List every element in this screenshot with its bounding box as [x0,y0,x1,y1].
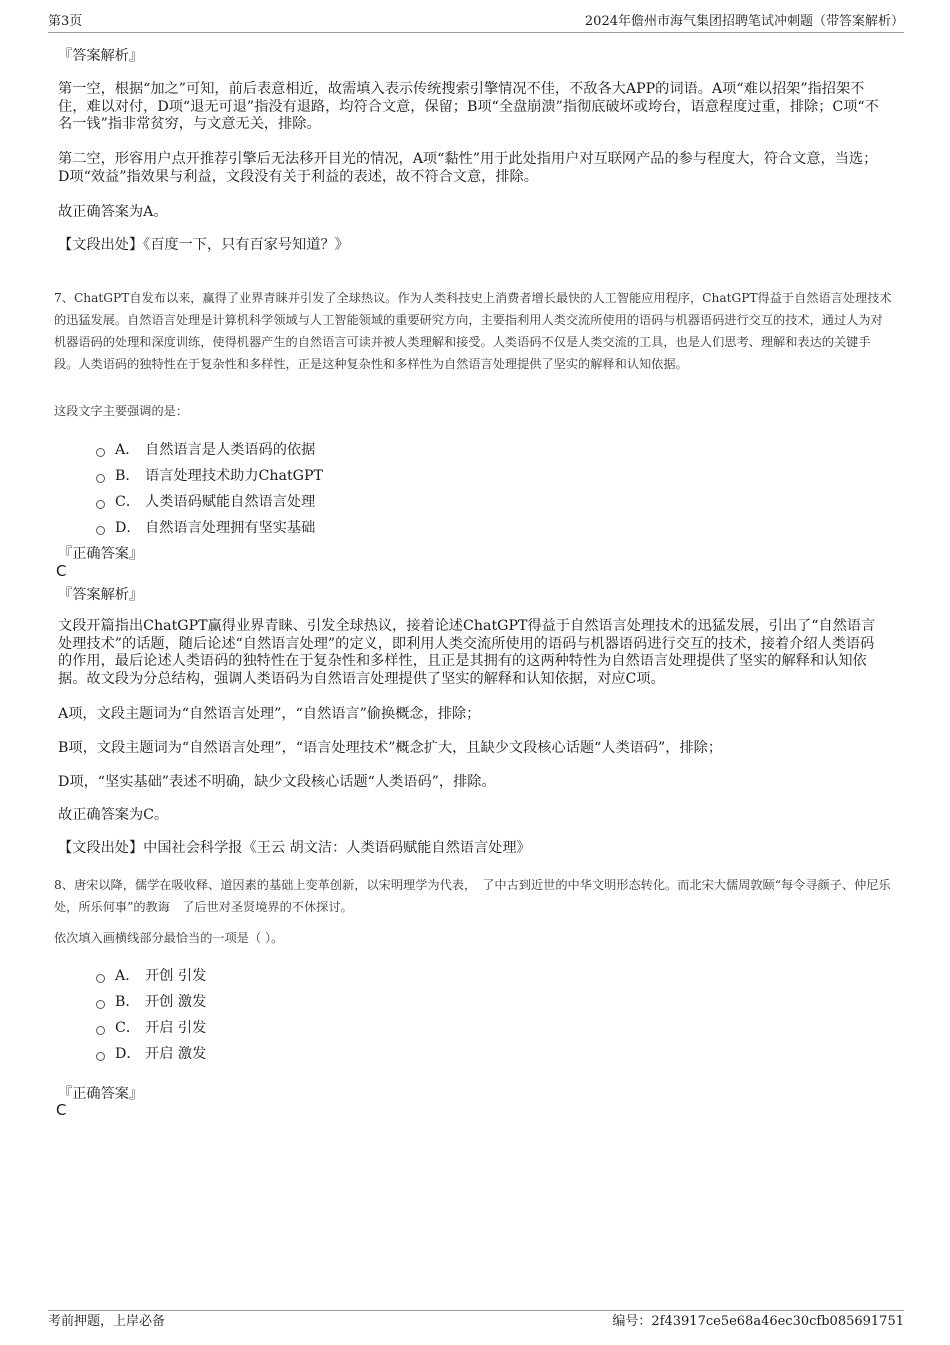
q6-analysis-p2: 第二空，形容用户点开推荐引擎后无法移开目光的情况，A项“黏性”用于此处指用户对互联网产品的参与程度大，符合文意，当选；D项“效益”指效果与利益，文段没有关于利益的表述，故不符合文意，排除。 [58,151,878,185]
option-text: 自然语言处理拥有坚实基础 [145,520,316,536]
q8-option-c[interactable] [96,1014,206,1040]
q7-option-b[interactable] [96,462,323,488]
page-number: 第3页 [48,14,83,29]
document-code: 编号：2f43917ce5e68a46ec30cfb085691751 [612,1314,904,1329]
page-footer [48,1310,904,1333]
radio-icon[interactable] [96,500,105,509]
q7-option-b-note: B项，文段主题词为“自然语言处理”，“语言处理技术”概念扩大，且缺少文段核心话题“人类语码”，排除； [58,740,723,756]
option-letter: D． [115,520,141,536]
document-title: 2024年儋州市海气集团招聘笔试冲刺题（带答案解析） [584,14,904,29]
radio-icon[interactable] [96,474,105,483]
q8-option-d[interactable] [96,1040,206,1066]
q7-answer-label: 『正确答案』 [58,546,144,562]
q7-option-c[interactable] [96,488,323,514]
option-text: 开启 激发 [145,1046,207,1062]
option-letter: A． [115,968,140,984]
option-letter: D． [115,1046,141,1062]
option-letter: B． [115,994,140,1010]
q7-option-d-note: D项，“坚实基础”表述不明确，缺少文段核心话题“人类语码”，排除。 [58,774,496,790]
radio-icon[interactable] [96,1052,105,1061]
page-header [48,12,904,33]
q6-analysis-p1: 第一空，根据“加之”可知，前后表意相近，故需填入表示传统搜索引擎情况不佳，不敌各大APP的词语。A项“难以招架”指招架不住，难以对付，D项“退无可退”指没有退路，均符合文意，保留；B项“全盘崩溃”指彻底破坏或垮台，语意程度过重，排除；C项“不名一钱”指非常贫穷，与文意无关，排除。 [58,81,879,132]
option-text: 开创 引发 [145,968,207,984]
option-letter: A． [115,442,140,458]
radio-icon[interactable] [96,1026,105,1035]
q8-answer: C [56,1101,67,1119]
option-text: 人类语码赋能自然语言处理 [145,494,316,510]
q7-analysis: 文段开篇指出ChatGPT赢得业界青睐、引发全球热议，接着论述ChatGPT得益于自然语言处理技术的迅猛发展，引出了“自然语言处理技术”的话题，随后论述“自然语言处理”的定义，即利用人类交流所使用的语码与机器语码进行交互的技术，接着介绍人类语码的作用，最后论述人类语码的独特性在于复杂性和多样性，且正是其拥有的这两种特性为自然语言处理提供了坚实的解释和认知依据。故文段为分总结构，强调人类语码为自然语言处理提供了坚实的解释和认知依据，对应C项。 [58,618,876,687]
q7-source: 【文段出处】中国社会科学报《王云 胡文洁：人类语码赋能自然语言处理》 [58,840,531,856]
radio-icon[interactable] [96,526,105,535]
q8-answer-label: 『正确答案』 [58,1086,144,1102]
q7-question-text: 7、ChatGPT自发布以来，赢得了业界青睐并引发了全球热议。作为人类科技史上消费者增长最快的人工智能应用程序，ChatGPT得益于自然语言处理技术的迅猛发展。自然语言处理是计算机科学领域与人工智能领域的重要研究方向，主要指利用人类交流所使用的语码与机器语码进行交互的技术，通过人为对机器语码的处理和深度训练，使得机器产生的自然语言可读并被人类理解和接受。人类语码不仅是人类交流的工具，也是人们思考、理解和表达的关键手段。人类语码的独特性在于复杂性和多样性，正是这种复杂性和多样性为自然语言处理提供了坚实的解释和认知依据。 [54,291,892,371]
q7-option-a[interactable] [96,436,323,462]
q7-analysis-label: 『答案解析』 [58,587,144,603]
option-letter: C． [115,494,141,510]
q7-option-a-note: A项，文段主题词为“自然语言处理”，“自然语言”偷换概念，排除； [58,706,481,722]
option-text: 开创 激发 [145,994,207,1010]
q7-answer: C [56,562,67,580]
q7-prompt: 这段文字主要强调的是： [54,404,189,418]
q7-option-d[interactable] [96,514,323,540]
q6-analysis-label: 『答案解析』 [58,48,144,64]
q7-options [96,436,323,540]
q7-conclusion: 故正确答案为C。 [58,807,169,823]
radio-icon[interactable] [96,448,105,457]
q8-options [96,962,206,1066]
option-text: 语言处理技术助力ChatGPT [145,468,323,484]
q8-option-a[interactable] [96,962,206,988]
option-letter: C． [115,1020,141,1036]
q6-source: 【文段出处】《百度一下，只有百家号知道？》 [58,237,349,253]
radio-icon[interactable] [96,1000,105,1009]
option-text: 自然语言是人类语码的依据 [145,442,316,458]
option-letter: B． [115,468,140,484]
q8-question-text: 8、唐宋以降，儒学在吸收释、道因素的基础上变革创新，以宋明理学为代表， 了中古到近世的中华文明形态转化。而北宋大儒周敦颐“每令寻颜子、仲尼乐处，所乐何事”的教诲 了后世对圣贤境界的不休探讨。 [54,878,891,914]
q6-conclusion: 故正确答案为A。 [58,204,168,220]
q8-option-b[interactable] [96,988,206,1014]
radio-icon[interactable] [96,974,105,983]
q8-prompt: 依次填入画横线部分最恰当的一项是（ ）。 [54,931,284,945]
option-text: 开启 引发 [145,1020,207,1036]
footer-slogan: 考前押题，上岸必备 [48,1314,166,1329]
